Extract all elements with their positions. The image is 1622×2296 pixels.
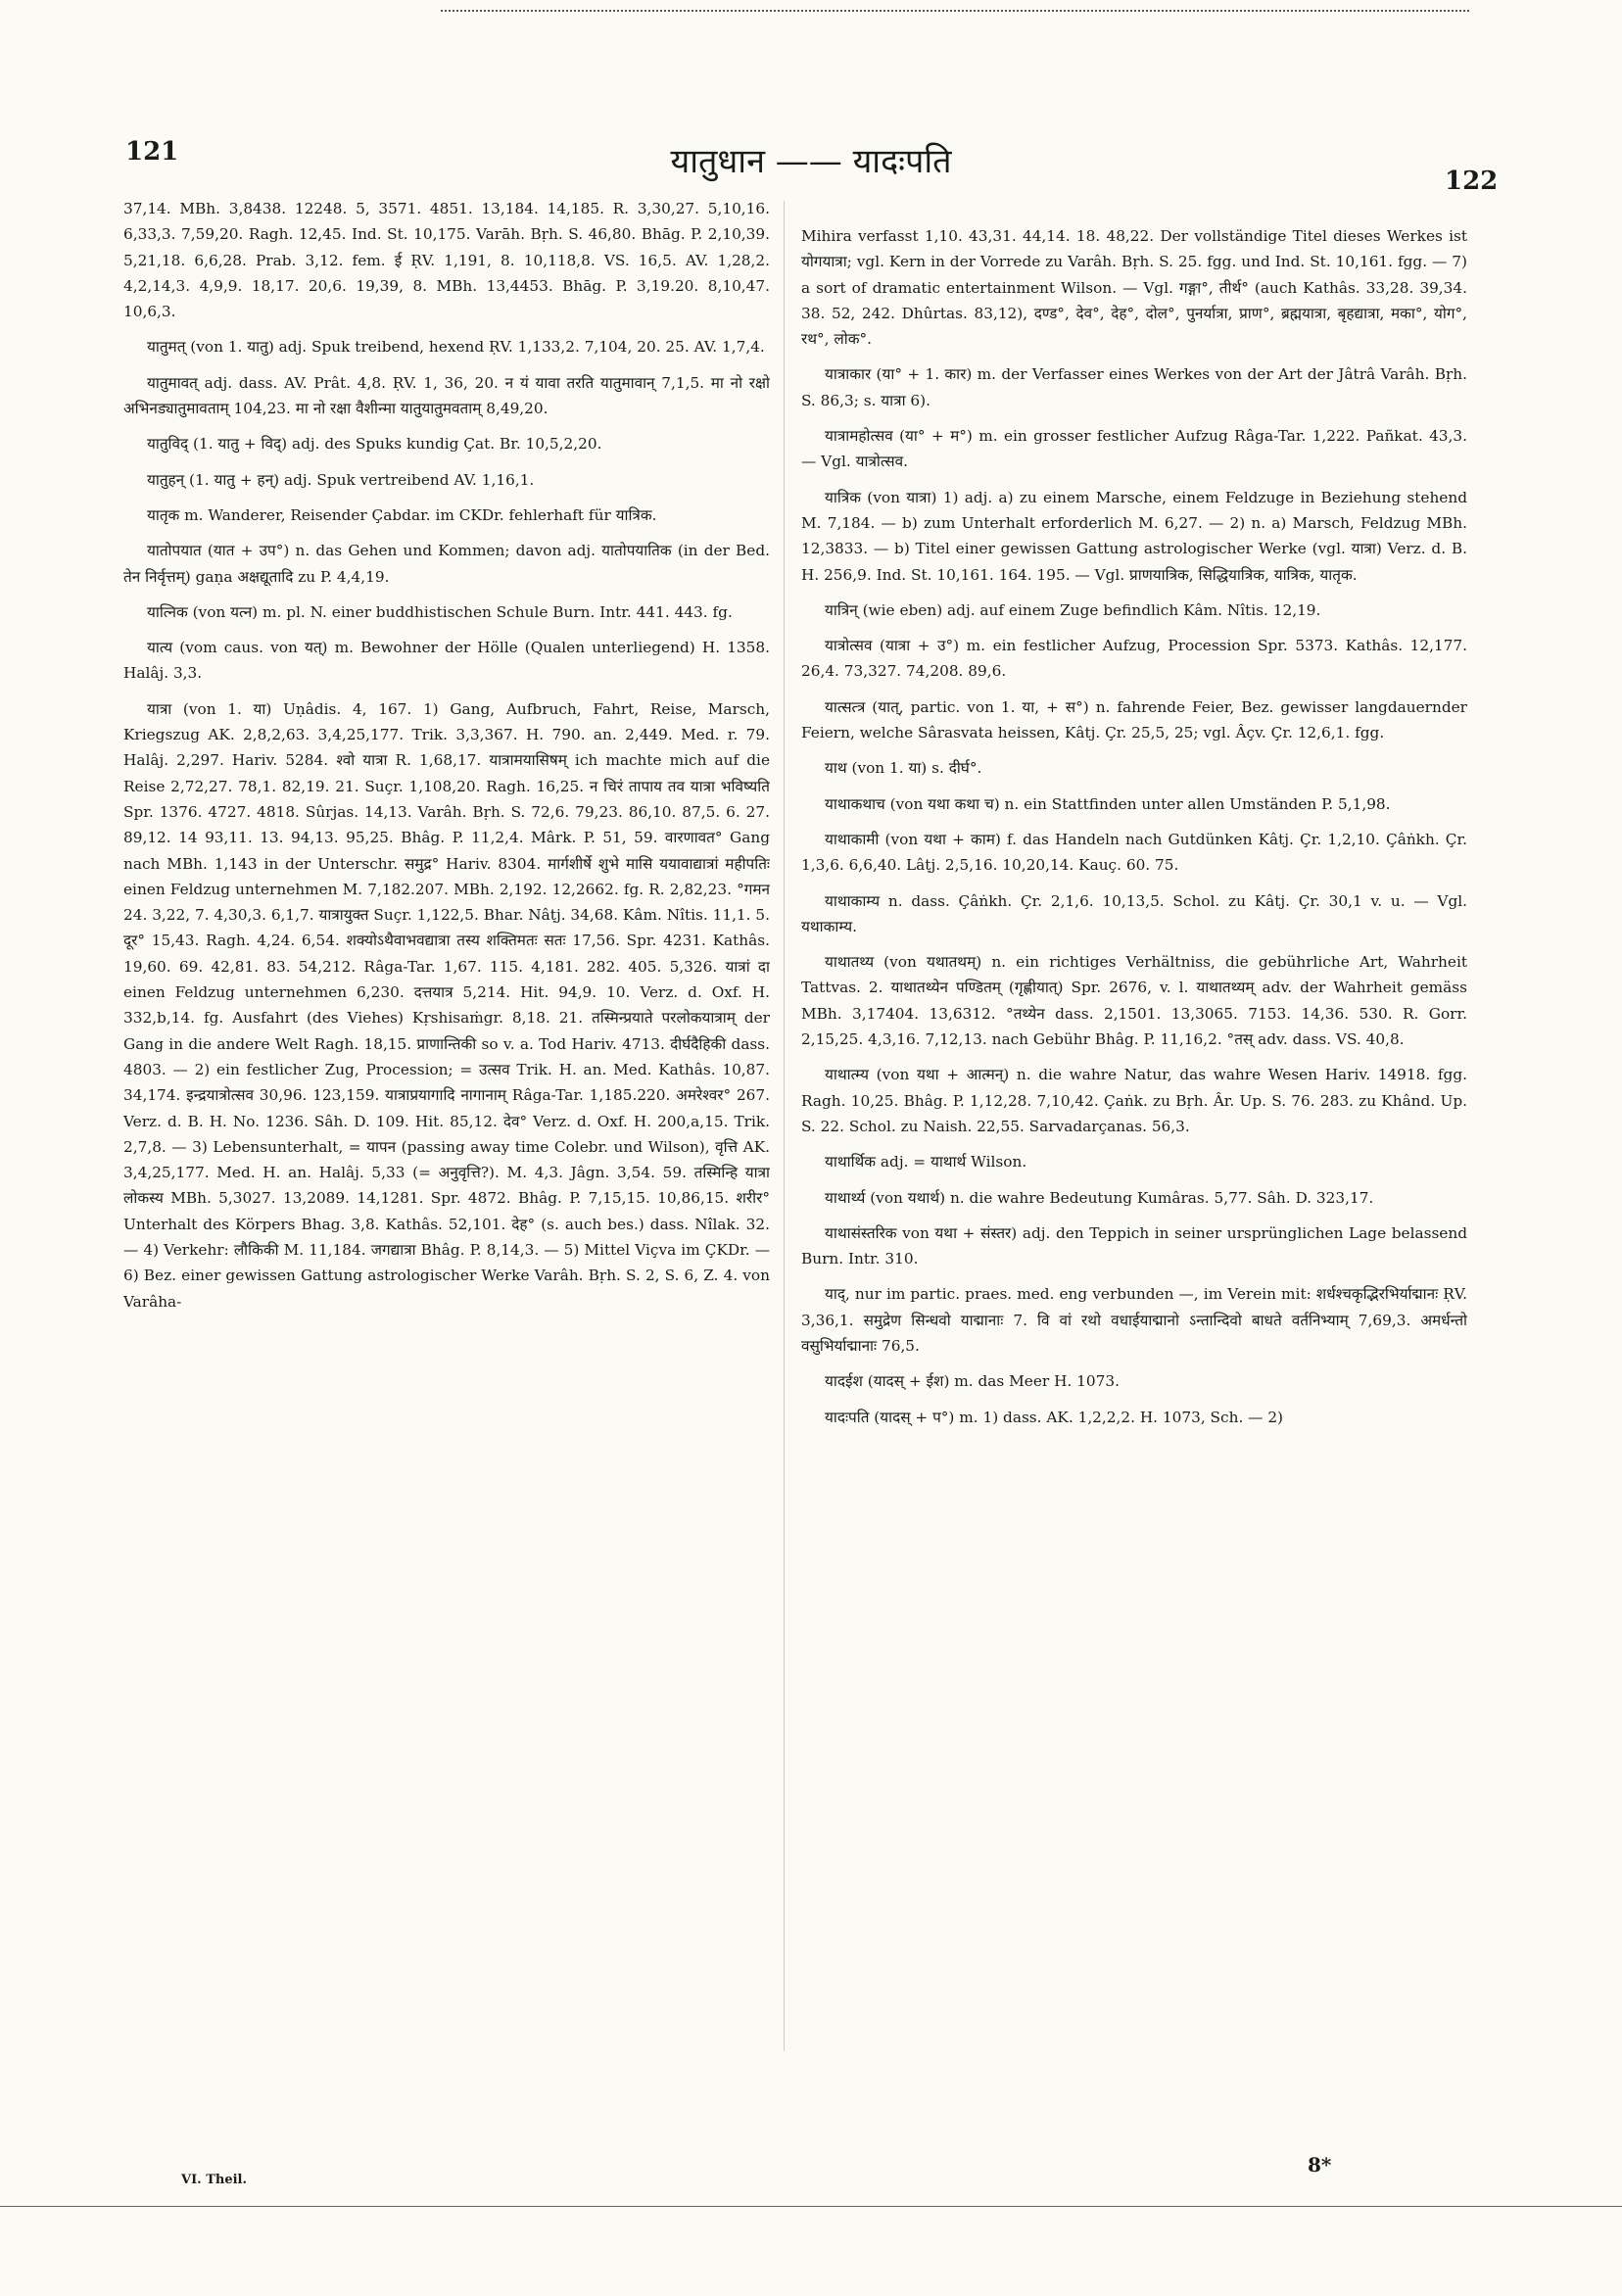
right-page-number: 122: [1445, 167, 1499, 196]
entry: यात्रिन् (wie eben) adj. auf einem Zuge befindlich Kâm. Nîtis. 12,19.: [825, 600, 1321, 619]
top-dotted-rule: [441, 10, 1469, 12]
entry: याथात्म्य (von यथा + आत्मन्) n. die wahre Natur, das wahre Wesen Hariv. 14918. fgg. Ragh. 10,25. Bhâg. P. 1,12,28. 7,10,42. Çaṅk. zu Bṛh. Âr. Up. S. 76. 283. zu Khând. Up. S. 22. Schol. zu Naish. 22,55. Sarvadarçanas. 56,3.: [801, 1066, 1467, 1135]
entry: यातृक m. Wanderer, Reisender Çabdar. im CKDr. fehlerhaft für यात्रिक.: [147, 505, 657, 524]
volume-note: VI. Theil.: [181, 2173, 248, 2187]
entry: 37,14. MBh. 3,8438. 12248. 5, 3571. 4851. 13,184. 14,185. R. 3,30,27. 5,10,16. 6,33,3. 7,59,20. Ragh. 12,45. Ind. St. 10,175. Varāh. Bṛh. S. 46,80. Bhāg. P. 2,10,39. 5,21,18. 6,6,28. Prab. 3,12. fem. ई ṚV. 1,191, 8. 10,118,8. VS. 16,5. AV. 1,28,2. 4,2,14,3. 4,9,9. 18,17. 20,6. 19,39, 8. MBh. 13,4453. Bhāg. P. 3,19.20. 8,10,47. 10,6,3.: [123, 200, 770, 321]
entry: यातुमत् (von 1. यातु) adj. Spuk treibend, hexend ṚV. 1,133,2. 7,104, 20. 25. AV. 1,7,4.: [147, 338, 765, 357]
entry: यातुविद् (1. यातु + विद्) adj. des Spuks kundig Çat. Br. 10,5,2,20.: [147, 435, 602, 454]
entry: यात्रामहोत्सव (या° + म°) m. ein grosser festlicher Aufzug Râga-Tar. 1,222. Pañkat. 43,3. — Vgl. यात्रोत्सव.: [801, 427, 1467, 471]
entry: याथाकथाच (von यथा कथा च) n. ein Stattfinden unter allen Umständen P. 5,1,98.: [825, 794, 1391, 813]
entry: यादःपति (यादस् + प°) m. 1) dass. AK. 1,2,2,2. H. 1073, Sch. — 2): [825, 1408, 1284, 1426]
entry: यात्सत्त्र (यात्, partic. von 1. या, + स°) n. fahrende Feier, Bez. gewisser langdauernder Feiern, welche Sârasvata heissen, Kâtj. Çr. 25,5, 25; vgl. Âçv. Çr. 12,6,1. fgg.: [801, 697, 1467, 742]
entry: यात्रा (von 1. या) Uṇâdis. 4, 167. 1) Gang, Aufbruch, Fahrt, Reise, Marsch, Kriegszug AK. 2,8,2,63. 3,4,25,177. Trik. 3,3,367. H. 790. an. 2,449. Med. r. 79. Halâj. 2,297. Hariv. 5284. श्वो यात्रा R. 1,68,17. यात्रामयासिषम् ich machte mich auf die Reise 2,72,27. 78,1. 82,19. 21. Suçr. 1,108,20. Ragh. 16,25. न चिरं तापाय तव यात्रा भविष्यति Spr. 1376. 4727. 4818. Sûrjas. 14,13. Varâh. Bṛh. S. 72,6. 79,23. 86,10. 87,5. 6. 27. 89,12. 14 93,11. 13. 94,13. 95,25. Bhâg. P. 11,2,4. Mârk. P. 51, 59. वारणावत° Gang nach MBh. 1,143 in der Unterschr. समुद्र° Hariv. 8304. मार्गशीर्षे शुभे मासि ययावाद्यात्रां महीपतिः einen Feldzug unternehmen M. 7,182.207. MBh. 2,192. 12,2662. fg. R. 2,82,23. °गमन 24. 3,22, 7. 4,30,3. 6,1,7. यात्रायुक्त Suçr. 1,122,5. Bhar. Nâṭj. 34,68. Kâm. Nîtis. 11,1. 5. दूर° 15,43. Ragh. 4,24. 6,54. शक्योऽथैवाभवद्यात्रा तस्य शक्तिमतः सतः 17,56. Spr. 4231. Kathâs. 19,60. 69. 42,81. 83. 54,212. Râga-Tar. 1,67. 115. 4,181. 282. 405. 5,326. यात्रां दा einen Feldzug unternehmen 6,230. दत्तयात्र 5,214. Hit. 94,9. 10. Verz. d. Oxf. H. 332,b,14. fg. Ausfahrt (des Viehes) Kṛshisaṁgr. 8,18. 21. तस्मिन्प्रयाते परलोकयात्राम् der Gang in die andere Welt Ragh. 18,15. प्राणान्तिकी so v. a. Tod Hariv. 4713. दीर्घदैहिकी dass. 4803. — 2) ein festlicher Zug, Procession; = उत्सव Trik. H. an. Med. Kathâs. 10,87. 34,174. इन्द्रयात्रोत्सव 30,96. 123,159. यात्राप्रयागादि नागानाम् Râga-Tar. 1,185.220. अमरेश्वर° 267. Verz. d. B. H. No. 1236. Sâh. D. 109. Hit. 85,12. देव° Verz. d. Oxf. H. 200,a,15. Trik. 2,7,8. — 3) Lebensunterhalt, = यापन (passing away time Colebr. und Wilson), वृत्ति AK. 3,4,25,177. Med. H. an. Halâj. 5,33 (= अनुवृत्ति?). M. 4,3. Jâgn. 3,54. 59. तस्मिन्हि यात्रा लोकस्य MBh. 5,3027. 13,2089. 14,1281. Spr. 4872. Bhâg. P. 7,15,15. 10,86,15. शरीर° Unterhalt des Körpers Bhag. 3,8. Kathâs. 52,101. देह° (s. auch bes.) dass. Nîlak. 32. — 4) Verkehr: लौकिकी M. 11,184. जगद्यात्रा Bhâg. P. 8,14,3. — 5) Mittel Viçva im ÇKDr. — 6) Bez. einer gewissen Gattung astrologischer Werke Varâh. Bṛh. S. 2, S. 6, Z. 4. von Varâha-: [123, 699, 770, 1311]
entry: याथाकाम्य n. dass. Çâṅkh. Çr. 2,1,6. 10,13,5. Schol. zu Kâtj. Çr. 30,1 v. u. — Vgl. यथाकाम्य.: [801, 891, 1467, 935]
entry: Mihira verfasst 1,10. 43,31. 44,14. 18. 48,22. Der vollständige Titel dieses Werkes ist योगयात्रा; vgl. Kern in der Vorrede zu Varâh. Bṛh. S. 25. fgg. und Ind. St. 10,161. fgg. — 7) a sort of dramatic entertainment Wilson. — Vgl. गङ्गा°, तीर्थ° (auch Kathâs. 33,28. 39,34. 38. 52, 242. Dhûrtas. 83,12), दण्ड°, देव°, देह°, दोल°, पुनर्यात्रा, प्राण°, ब्रह्मयात्रा, बृहद्यात्रा, मका°, योग°, रथ°, लोक°.: [801, 227, 1467, 349]
entry: यात्राकार (या° + 1. कार) m. der Verfasser eines Werkes von der Art der Jâtrâ Varâh. Bṛh. S. 86,3; s. यात्रा 6).: [801, 365, 1467, 409]
entry: यात्य (vom caus. von यत्) m. Bewohner der Hölle (Qualen unterliegend) H. 1358. Halâj. 3,3.: [123, 639, 770, 683]
left-page-number: 121: [125, 137, 179, 167]
entry: यात्निक (von यत्न) m. pl. N. einer buddhistischen Schule Burn. Intr. 441. 443. fg.: [147, 602, 733, 621]
bottom-rule: [0, 2206, 1622, 2207]
left-column: [123, 196, 770, 2159]
entry: याद्, nur im partic. praes. med. eng verbunden —, im Verein mit: शर्धश्चकृद्भिरभिर्याद्मानः ṚV. 3,36,1. समुद्रेण सिन्धवो याद्मानाः 7. वि वां रथो वधाईयाद्मानो ऽन्तान्दिवो बाधते वर्तनिभ्याम् 7,69,3. अमर्धन्तो वसुभिर्याद्मानाः 76,5.: [801, 1285, 1467, 1355]
right-column: [801, 223, 1467, 2159]
entry: याथार्थ्य (von यथार्थ) n. die wahre Bedeutung Kumâras. 5,77. Sâh. D. 323,17.: [825, 1188, 1374, 1207]
entry: याथार्थिक adj. = याथार्थ Wilson.: [825, 1153, 1027, 1172]
signature-mark: 8*: [1308, 2153, 1332, 2176]
entry: याथातथ्य (von यथातथम्) n. ein richtiges Verhältniss, die gebührliche Art, Wahrheit Tattvas. 2. याथातथ्येन पण्डितम् (गृह्णीयात्) Spr. 2676, v. l. याथातथ्यम् adv. der Wahrheit gemäss MBh. 3,17404. 13,6312. °तथ्येन dass. 2,1501. 13,3065. 7153. 14,36. 530. R. Gorr. 2,15,25. 4,3,16. 7,12,13. nach Gebühr Bhâg. P. 11,16,2. °तस् adv. dass. VS. 40,8.: [801, 953, 1467, 1049]
entry: यात्रोत्सव (यात्रा + उ°) m. ein festlicher Aufzug, Procession Spr. 5373. Kathâs. 12,177. 26,4. 73,327. 74,208. 89,6.: [801, 637, 1467, 681]
entry: यादईश (यादस् + ईश) m. das Meer H. 1073.: [825, 1372, 1120, 1391]
entry: यातुहन् (1. यातु + हन्) adj. Spuk vertreibend AV. 1,16,1.: [147, 470, 535, 489]
entry: यातोपयात (यात + उप°) n. das Gehen und Kommen; davon adj. यातोपयातिक (in der Bed. तेन निर्वृत्तम्) gaṇa अक्षद्यूतादि zu P. 4,4,19.: [123, 542, 770, 586]
entry: यातुमावत् adj. dass. AV. Prât. 4,8. ṚV. 1, 36, 20. न यं यावा तरति यातुमावान् 7,1,5. मा नो रक्षो अभिनड्यातुमावताम् 104,23. मा नो रक्षा वैशीन्मा यातुयातुमवताम् 8,49,20.: [123, 373, 770, 418]
entry: याथाकामी (von यथा + काम) f. das Handeln nach Gutdünken Kâtj. Çr. 1,2,10. Çâṅkh. Çr. 1,3,6. 6,6,40. Lâṭj. 2,5,16. 10,20,14. Kauç. 60. 75.: [801, 830, 1467, 875]
running-head: यातुधान —— यादःपति: [670, 142, 952, 181]
entry: यात्रिक (von यात्रा) 1) adj. a) zu einem Marsche, einem Feldzuge in Beziehung stehend M. 7,184. — b) zum Unterhalt erforderlich M. 6,27. — 2) n. a) Marsch, Feldzug MBh. 12,3833. — b) Titel einer gewissen Gattung astrologischer Werke (vgl. यात्रा) Verz. d. B. H. 256,9. Ind. St. 10,161. 164. 195. — Vgl. प्राणयात्रिक, सिद्धियात्रिक, यात्रिक, यातृक.: [801, 488, 1467, 584]
entry: याथ (von 1. या) s. दीर्घ°.: [825, 759, 982, 778]
column-divider: [784, 201, 785, 2051]
entry: याथासंस्तरिक von यथा + संस्तर) adj. den Teppich in seiner ursprünglichen Lage belassend Burn. Intr. 310.: [801, 1223, 1467, 1268]
